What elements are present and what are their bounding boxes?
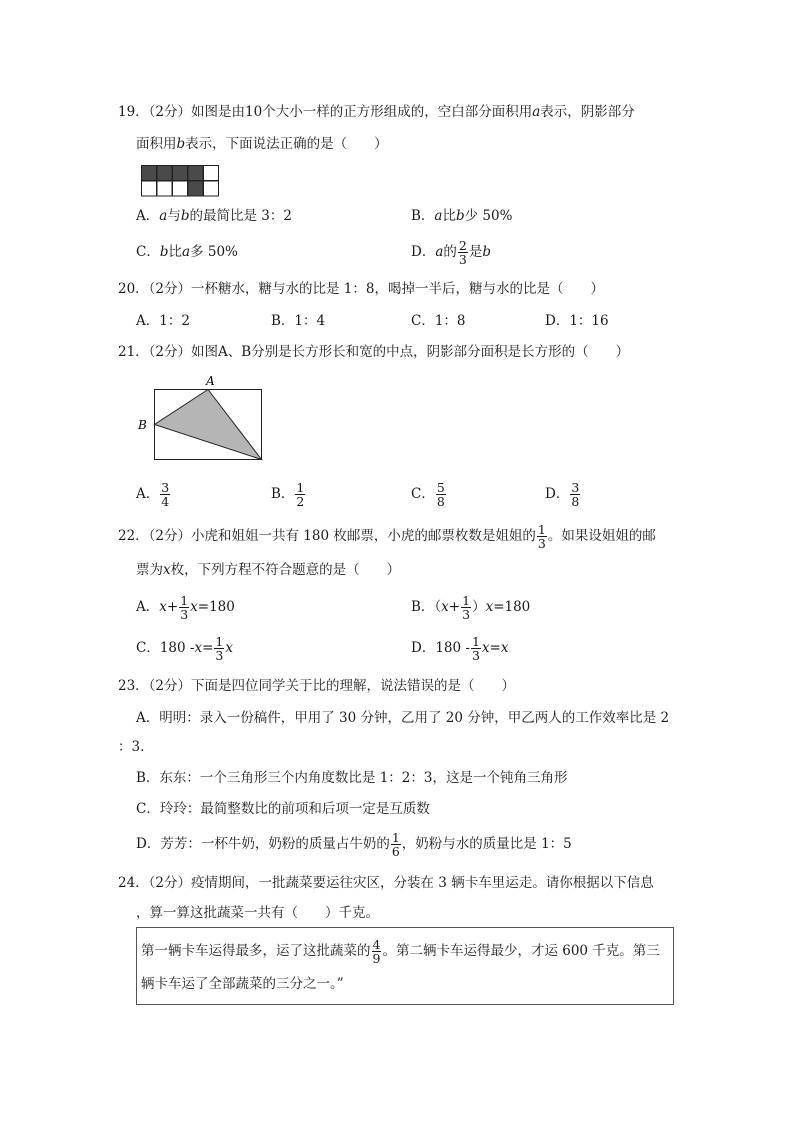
q21-option-a[interactable]: A． $\frac{3}{4}$ (136, 480, 170, 509)
q20-option-c[interactable]: C．1：8 (411, 313, 466, 329)
fraction: $\frac{1}{3}$ (215, 634, 224, 663)
q19-option-b[interactable]: B．a比b少 50% (411, 208, 513, 224)
fraction: $\frac{3}{4}$ (161, 480, 170, 509)
q19-option-a[interactable]: A．a与b的最简比是 3：2 (136, 208, 292, 224)
q21-option-b[interactable]: B． $\frac{1}{2}$ (271, 480, 305, 509)
q22-option-d[interactable]: D．180 - $\frac{1}{3}$ x=x (411, 634, 509, 663)
q22-option-b[interactable]: B．（x+ $\frac{1}{3}$ ）x=180 (411, 593, 531, 622)
q24-stem-line2: ，算一算这批蔬菜一共有（ ）千克。 (136, 905, 379, 921)
q21-stem: 21．（2分）如图A、B分别是长方形长和宽的中点，阴影部分面积是长方形的（ ） (118, 344, 630, 360)
fraction: $\frac{1}{2}$ (296, 480, 305, 509)
q22-option-c[interactable]: C．180 -x= $\frac{1}{3}$ x (136, 634, 233, 663)
q19-stem-line1: 19．（2分）如图是由10个大小一样的正方形组成的，空白部分面积用a表示，阴影部分 (118, 104, 635, 120)
q24-info-box (136, 927, 674, 1005)
fraction: $\frac{2}{3}$ (458, 238, 467, 267)
point-a-label: A (206, 374, 215, 388)
q19-grid-figure (141, 165, 221, 197)
q24-info-line1: 第一辆卡车运得最多，运了这批蔬菜的 $\frac{4}{9}$ 。第二辆卡车运得最少，才运 600 千克。第三 (141, 937, 660, 966)
q19-option-d[interactable]: D．a的 $\frac{2}{3}$ 是b (411, 238, 491, 267)
fraction: $\frac{5}{8}$ (436, 480, 445, 509)
fraction: $\frac{4}{9}$ (372, 937, 381, 966)
q23-option-d[interactable]: D．芳芳：一杯牛奶，奶粉的质量占牛奶的 $\frac{1}{6}$ ，奶粉与水的质量比是 1：5 (136, 830, 572, 859)
q24-stem-line1: 24．（2分）疫情期间，一批蔬菜要运往灾区，分装在 3 辆卡车里运走。请你根据以下信息 (118, 875, 654, 891)
q19-stem-line2: 面积用b表示，下面说法正确的是（ ） (136, 136, 388, 152)
fraction: $\frac{1}{3}$ (471, 634, 480, 663)
q21-rectangle-figure (134, 372, 270, 464)
fraction: $\frac{1}{3}$ (462, 593, 471, 622)
shaded-triangle (155, 390, 262, 460)
q22-stem-line1: 22．（2分）小虎和姐姐一共有 180 枚邮票，小虎的邮票枚数是姐姐的 $\frac{1}{3}$ 。如果设姐姐的邮 (118, 522, 656, 551)
q23-option-a-line1[interactable]: A．明明：录入一份稿件，甲用了 30 分钟，乙用了 20 分钟，甲乙两人的工作效率比是 2 (136, 710, 670, 726)
q23-stem: 23．（2分）下面是四位同学关于比的理解，说法错误的是（ ） (118, 678, 516, 694)
q20-option-b[interactable]: B．1：4 (271, 313, 326, 329)
point-b-label: B (138, 418, 147, 432)
fraction: $\frac{3}{8}$ (571, 480, 580, 509)
q24-info-line2: 辆卡车运了全部蔬菜的三分之一。” (141, 976, 344, 992)
q23-option-c[interactable]: C．玲玲：最简整数比的前项和后项一定是互质数 (136, 801, 430, 817)
q23-option-a-line2: ：3. (118, 739, 145, 755)
fraction: $\frac{1}{3}$ (537, 522, 546, 551)
q19-option-c[interactable]: C．b比a多 50% (136, 244, 238, 260)
q20-option-d[interactable]: D．1：16 (545, 313, 609, 329)
q22-stem-line2: 票为x枚，下列方程不符合题意的是（ ） (136, 562, 401, 578)
q20-option-a[interactable]: A．1：2 (136, 313, 190, 329)
q23-option-b[interactable]: B．东东：一个三角形三个内角度数比是 1：2：3，这是一个钝角三角形 (136, 770, 568, 786)
q21-option-c[interactable]: C． $\frac{5}{8}$ (411, 480, 445, 509)
q21-option-d[interactable]: D． $\frac{3}{8}$ (545, 480, 580, 509)
q22-option-a[interactable]: A．x+ $\frac{1}{3}$ x=180 (136, 593, 235, 622)
fraction: $\frac{1}{3}$ (180, 593, 189, 622)
q20-stem: 20．（2分）一杯糖水，糖与水的比是 1：8，喝掉一半后，糖与水的比是（ ） (118, 281, 604, 297)
fraction: $\frac{1}{6}$ (391, 830, 400, 859)
